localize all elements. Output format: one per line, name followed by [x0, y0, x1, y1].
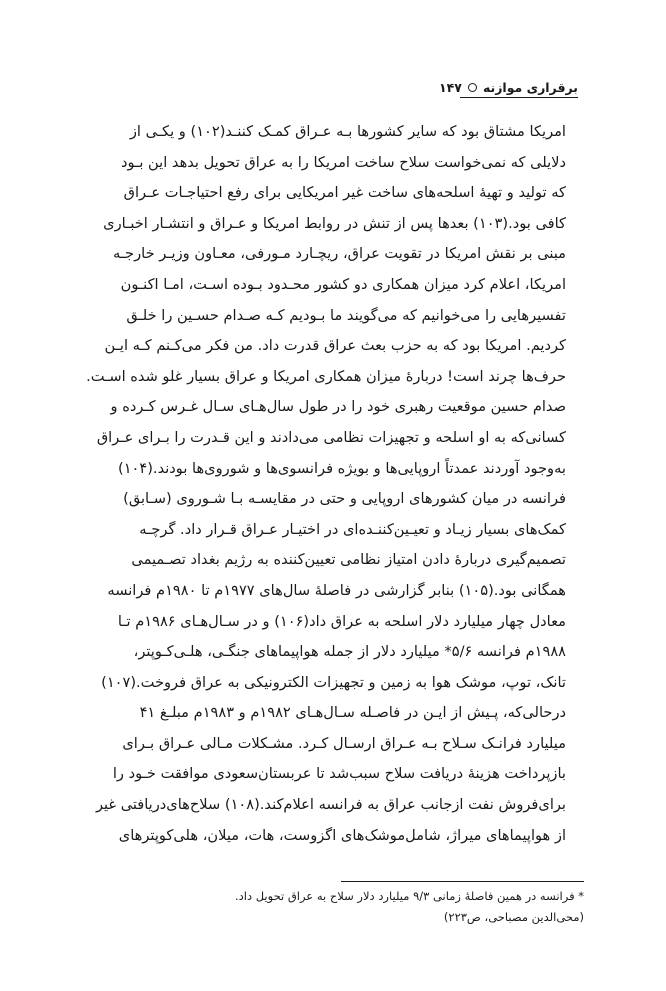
running-head-rule	[460, 97, 578, 98]
body-text	[84, 117, 584, 851]
text-line: برای‌فروش نفت ازجانب عراق به فرانسه اعلام‌کند.(۱۰۸) سلاح‌های‌دریافتی غیر	[95, 796, 566, 814]
circle-ornament-icon	[468, 83, 477, 92]
footnote-rule	[341, 881, 584, 882]
footnote-source: (محی‌الدین مصباحی، ص۲۲۳)	[443, 910, 584, 924]
text-line: همگانی بود.(۱۰۵) بنابر گزارشی در فاصلهٔ سال‌های ۱۹۷۷م تا ۱۹۸۰م فرانسه	[107, 581, 566, 599]
footnote	[84, 886, 584, 928]
text-line: تصمیم‌گیری دربارهٔ دادن امتیاز نظامی تعیین‌کننده به رژیم بغداد تصـمیمی	[131, 551, 566, 569]
text-line: فرانسه در میان کشورهای اروپایی و حتی در مقایسـه بـا شـوروی (سـابق)	[123, 490, 566, 508]
text-line: دلایلی که نمی‌خواست سلاح ساخت امریکا را به عراق تحویل بدهد این بـود	[121, 153, 566, 171]
text-line: صدام حسین موقعیت رهبری خود را در طول سال‌هـای سـال غـرس کـرده و	[110, 398, 566, 416]
text-line: تانک، توپ، موشک هوا به زمین و تجهیزات الکترونیکی به عراق فروخت.(۱۰۷)	[101, 673, 566, 691]
text-line: مبنی بر نقش امریکا در تقویت عراق، ریچـارد مـورفی، معـاون وزیـر خارجـه	[112, 245, 566, 263]
text-line: از هواپیماهای میراژ، شامل‌موشک‌های اگزوست، هات، میلان، هلی‌کوپترهای	[118, 826, 566, 844]
text-line: کردیم. امریکا بود که به حزب بعث عراق قدرت داد. من فکر می‌کـنم کـه ایـن	[104, 337, 566, 355]
page-number: ۱۴۷	[439, 80, 462, 95]
text-line: به‌وجود آوردند عمدتاً اروپایی‌ها و بویژه فرانسوی‌ها و شوروی‌ها بودند.(۱۰۴)	[118, 459, 566, 477]
text-line: که تولید و تهیهٔ اسلحه‌های ساخت غیر امریکایی برای رفع احتیاجـات عـراق	[123, 184, 566, 202]
text-line: بازپرداخت هزینهٔ دریافت سلاح سبب‌شد تا عربستان‌سعودی موافقت خـود را	[112, 765, 566, 783]
running-head-title: برقراری موازنه	[482, 80, 578, 95]
text-line: حرف‌ها چرند است! دربارهٔ میزان همکاری امریکا و عراق بسیار غلو شده اسـت.	[86, 367, 566, 385]
text-line: کمک‌های بسیار زیـاد و تعیـین‌کننـده‌ای در اختیـار عـراق قـرار داد. گرچـه	[139, 520, 566, 538]
text-line: کسانی‌که به او اسلحه و تجهیزات نظامی می‌دادند و این قـدرت را بـرای عـراق	[96, 428, 566, 446]
paragraph-2	[84, 484, 584, 851]
text-line: امریکا، اعلام کرد میزان همکاری دو کشور محـدود بـوده اسـت، امـا اکنـون	[120, 275, 566, 293]
text-line: درحالی‌که، پـیش از ایـن در فاصـله سـال‌هـای ۱۹۸۲م و ۱۹۸۳م مبلـغ ۴۱	[139, 704, 566, 722]
text-line: ۱۹۸۸م فرانسه ۵/۶* میلیارد دلار از جمله هواپیماهای جنگـی، هلـی‌کـوپتر،	[133, 643, 566, 661]
text-line: امریکا مشتاق بود که سایر کشورها بـه عـراق کمـک کننـد(۱۰۲) و یکـی از	[129, 123, 566, 140]
text-line: تفسیرهایی را می‌خوانیم که می‌گویند ما بـودیم کـه صـدام حسـین را خلـق	[126, 306, 566, 324]
running-head	[439, 80, 578, 95]
paragraph-1	[84, 117, 584, 484]
text-line: معادل چهار میلیارد دلار اسلحه به عراق داد(۱۰۶) و در سـال‌هـای ۱۹۸۶م تـا	[117, 612, 566, 630]
text-line: میلیارد فرانـک سـلاح بـه عـراق ارسـال کـرد. مشـکلات مـالی عـراق بـرای	[122, 734, 566, 752]
text-line: کافی بود.(۱۰۳) بعدها پس از تنش در روابط امریکا و عـراق و انتشـار اخبـاری	[103, 214, 566, 232]
footnote-text: * فرانسه در همین فاصلهٔ زمانی ۹/۳ میلیارد دلار سلاح به عراق تحویل داد.	[234, 889, 584, 903]
